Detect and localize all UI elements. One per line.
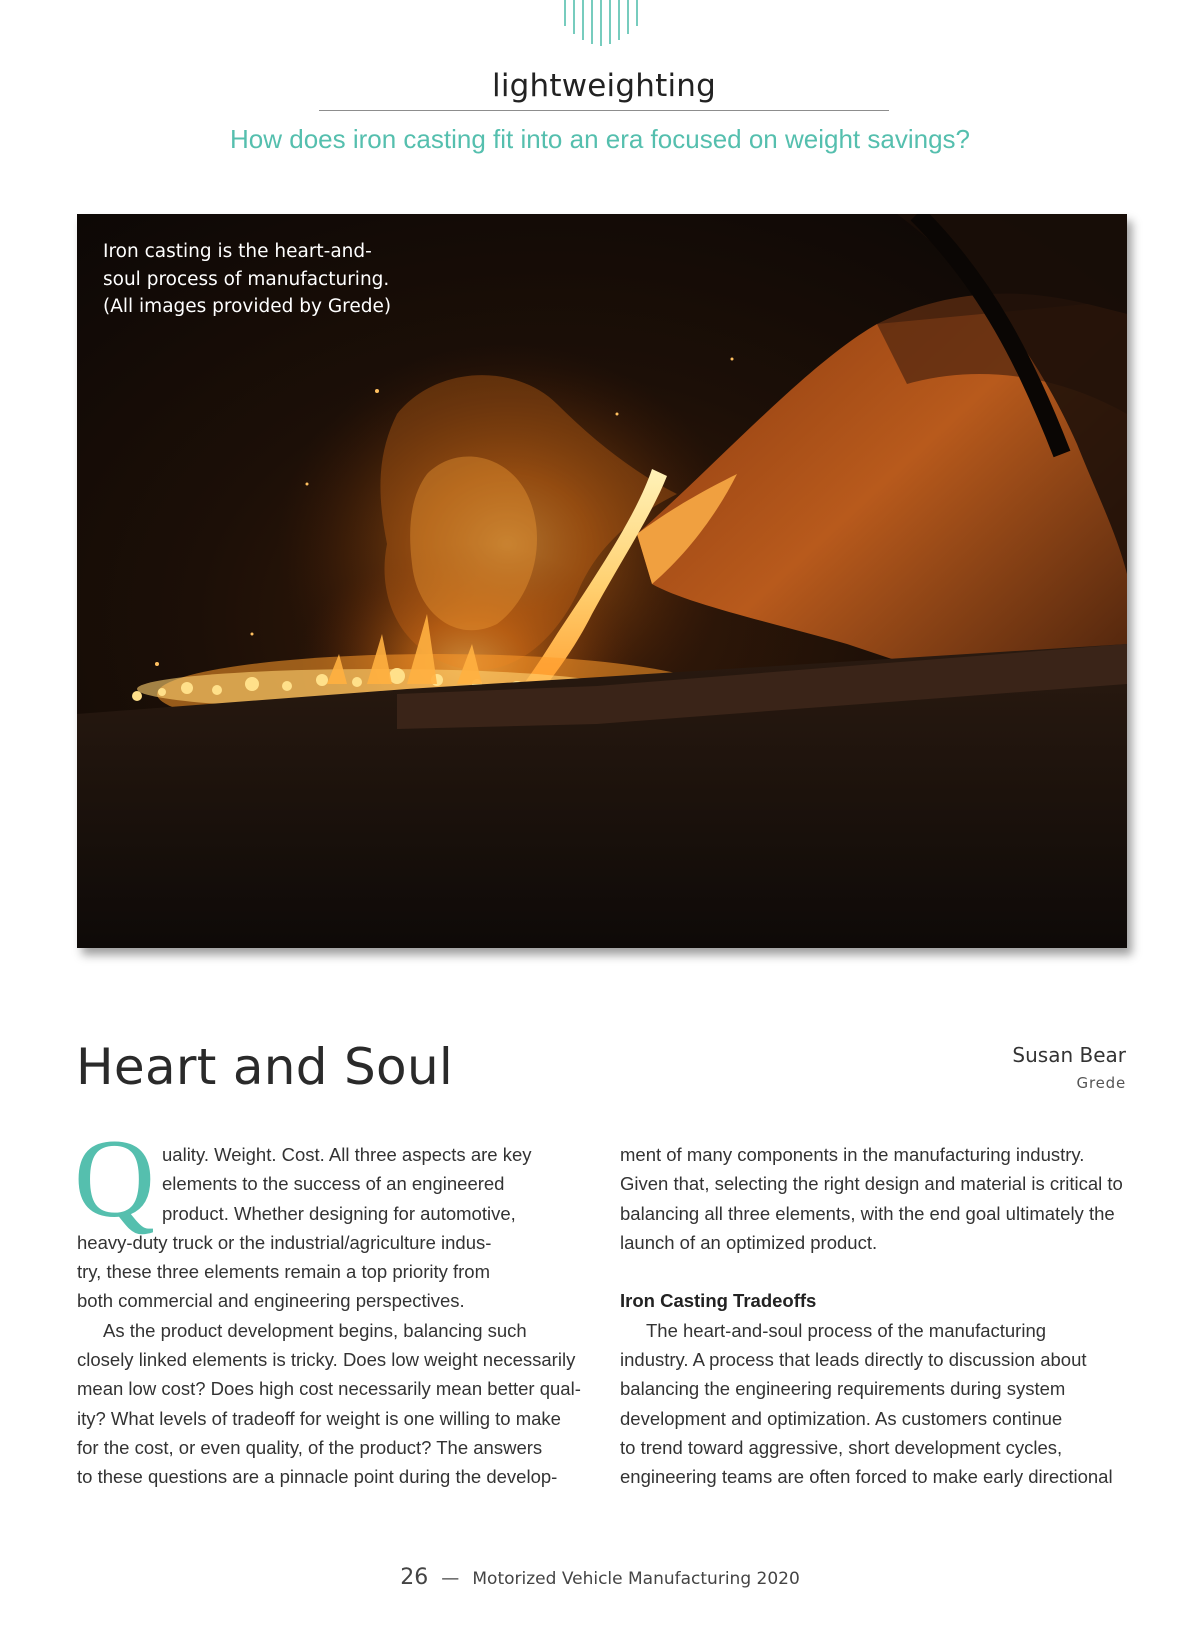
body-column-left [77, 1140, 597, 1492]
blank-line [620, 1257, 1140, 1286]
body-line: balancing the engineering requirements during system [620, 1378, 1066, 1400]
body-line: both commercial and engineering perspectives. [77, 1290, 465, 1312]
body-line: Given that, selecting the right design and material is critical to [620, 1173, 1123, 1195]
body-line: mean low cost? Does high cost necessarily mean better qual- [77, 1378, 581, 1400]
section-label: lightweighting [492, 68, 716, 104]
body-line: closely linked elements is tricky. Does low weight necessarily [77, 1349, 576, 1371]
body-line: balancing all three elements, with the end goal ultimately the [620, 1202, 1115, 1224]
body-line: for the cost, or even quality, of the product? The answers [77, 1436, 543, 1458]
body-line: ity? What levels of tradeoff for weight is one willing to make [77, 1407, 561, 1429]
body-line: product. Whether designing for automotive, [162, 1202, 516, 1224]
page-number: 26 [400, 1565, 429, 1590]
body-line: ment of many components in the manufacturing industry. [620, 1144, 1085, 1165]
author-name: Susan Bear [1012, 1043, 1126, 1067]
body-line: elements to the success of an engineered [162, 1173, 505, 1195]
caption-line: (All images provided by Grede) [103, 296, 392, 317]
body-line: industry. A process that leads directly to discussion about [620, 1349, 1087, 1371]
body-line: heavy-duty truck or the industrial/agriculture indus- [77, 1231, 492, 1253]
section-subhead: Iron Casting Tradeoffs [620, 1290, 817, 1312]
body-line: to trend toward aggressive, short development cycles, [620, 1436, 1063, 1458]
body-line: As the product development begins, balancing such [103, 1319, 527, 1341]
section-divider [319, 110, 889, 111]
hero-photo [77, 214, 1127, 948]
body-line: development and optimization. As customers continue [620, 1407, 1063, 1429]
article-headline: Heart and Soul [76, 1038, 454, 1096]
body-line: try, these three elements remain a top priority from [77, 1261, 490, 1283]
article-deck: How does iron casting fit into an era focused on weight savings? [230, 124, 970, 154]
author-affiliation: Grede [1076, 1074, 1126, 1092]
publication-name: Motorized Vehicle Manufacturing 2020 [472, 1569, 800, 1589]
header-ornament-icon [560, 0, 642, 46]
body-line: engineering teams are often forced to make early directional [620, 1466, 1113, 1488]
caption-line: Iron casting is the heart-and- [103, 241, 372, 262]
footer-separator: — [441, 1568, 460, 1589]
photo-caption [103, 238, 423, 321]
body-line: The heart-and-soul process of the manufacturing [646, 1319, 1047, 1341]
body-line: uality. Weight. Cost. All three aspects are key [162, 1144, 532, 1165]
caption-line: soul process of manufacturing. [103, 268, 390, 290]
body-line: launch of an optimized product. [620, 1231, 878, 1253]
drop-cap: Q [74, 1117, 155, 1241]
page-footer [0, 1565, 1200, 1590]
body-column-right [620, 1140, 1140, 1492]
body-line: to these questions are a pinnacle point during the develop- [77, 1466, 558, 1488]
